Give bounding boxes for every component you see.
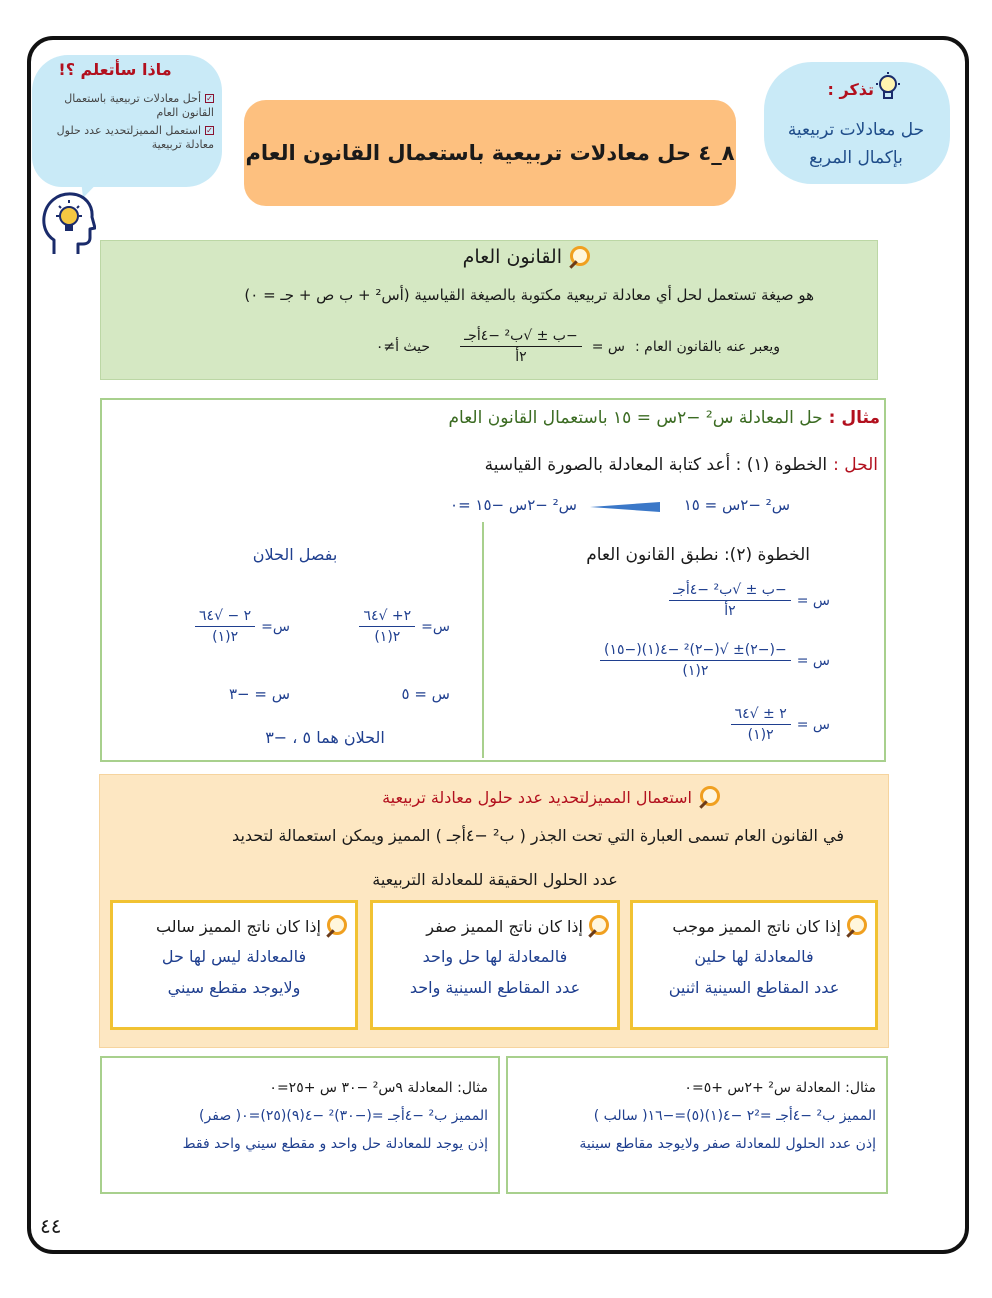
learn-item: ✓استعمل المميزلتحديد عدد حلول معادلة تربيعية bbox=[56, 124, 214, 151]
magnifier-icon bbox=[568, 246, 590, 268]
discriminant-heading: استعمال المميزلتحديد عدد حلول معادلة تربيعية bbox=[300, 786, 720, 808]
case-card-positive: إذا كان ناتج المميز موجب فالمعادلة لها حلين عدد المقاطع السينية اثنين bbox=[630, 900, 878, 1030]
title-banner bbox=[244, 100, 736, 206]
formula-fraction: $\frac{\text{−ب ± √ب² −٤أجـ}}{\text{٢أ}}$ bbox=[460, 326, 582, 367]
head-lightbulb-icon bbox=[40, 190, 96, 258]
general-law-description: هو صيغة تستعمل لحل أي معادلة تربيعية مكتوبة بالصيغة القياسية (أس² + ب ص + جـ = ٠) bbox=[244, 286, 814, 304]
magnifier-icon bbox=[587, 915, 609, 937]
case-card-negative: إذا كان ناتج المميز سالب فالمعادلة ليس لها حل ولايوجد مقطع سيني bbox=[110, 900, 358, 1030]
discriminant-line2: عدد الحلول الحقيقة للمعادلة التربيعية bbox=[372, 870, 618, 889]
magnifier-icon bbox=[698, 786, 720, 808]
lightbulb-icon bbox=[874, 72, 902, 104]
solutions-conclusion: الحلان هما ٥ ، −٣ bbox=[265, 728, 385, 747]
bottom-example-1: مثال: المعادلة س² +٢س +٥=٠ المميز ب² −٤أجـ =٢² −٤(١)(٥)=−١٦( سالب ) إذن عدد الحلول للمعادلة صفر ولايوجد مقاطع سينية bbox=[506, 1056, 888, 1194]
general-law-heading: القانون العام bbox=[380, 246, 590, 268]
page-number: ٤٤ bbox=[40, 1214, 62, 1238]
learn-item: ✓أحل معادلات تربيعية باستعمال القانون العام bbox=[64, 92, 214, 119]
learn-list bbox=[36, 92, 214, 152]
general-law-formula: ويعبر عنه بالقانون العام : س = $\frac{\text{−ب ± √ب² −٤أجـ}}{\text{٢أ}}$ حيث أ≠٠ bbox=[375, 328, 780, 365]
step2-formula-1: س = $\frac{\text{−ب ± √ب² −٤أجـ}}{\text{٢أ}}$ bbox=[560, 580, 830, 621]
check-icon: ✓ bbox=[206, 94, 213, 103]
magnifier-icon bbox=[845, 915, 867, 937]
discriminant-line1: في القانون العام تسمى العبارة التي تحت الجذر ( ب² −٤أجـ ) المميز ويمكن استعمالة لتحديد bbox=[232, 826, 844, 845]
step2-title: الخطوة (٢): نطبق القانون العام bbox=[586, 545, 810, 565]
check-icon: ✓ bbox=[206, 126, 213, 135]
solution-2-formula: س= $\frac{٢ - √٦٤}{٢(١)}$ bbox=[140, 606, 290, 647]
solution-1-formula: س= $\frac{٢+ √٦٤}{٢(١)}$ bbox=[300, 606, 450, 647]
solution-step1: الحل : الخطوة (١) : أعد كتابة المعادلة بالصورة القياسية bbox=[484, 455, 878, 475]
solution-2-result: س = −٣ bbox=[228, 685, 290, 703]
case-card-zero: إذا كان ناتج المميز صفر فالمعادلة لها حل واحد عدد المقاطع السينية واحد bbox=[370, 900, 620, 1030]
magnifier-icon bbox=[325, 915, 347, 937]
remember-text: حل معادلات تربيعية بإكمال المربع bbox=[787, 120, 925, 168]
step2-formula-2: س = $\frac{\text{−(−٢)± √(−٢)² −٤(١)(−١٥)}}{٢(١)}$ bbox=[510, 640, 830, 681]
separate-title: بفصل الحلان bbox=[252, 545, 338, 564]
bottom-example-2: مثال: المعادلة ٩س² −٣٠ س +٢٥=٠ المميز ب² −٤أجـ =(−٣٠)² −٤(٩)(٢٥)=٠( صفر) إذن يوجد للمعادلة حل واحد و مقطع سيني واحد فقط bbox=[100, 1056, 500, 1194]
step2-formula-3: س = $\frac{٢ \pm √٦٤}{٢(١)}$ bbox=[660, 704, 830, 745]
solution-1-result: س = ٥ bbox=[401, 685, 450, 703]
page-title: ٨_٤ حل معادلات تربيعية باستعمال القانون العام bbox=[245, 141, 735, 165]
learn-title: ماذا سأتعلم ؟! bbox=[58, 60, 172, 79]
standard-form-row: س² −٢س = ١٥ س² −٢س −١٥ =٠ bbox=[450, 496, 790, 514]
arrow-icon bbox=[590, 502, 660, 512]
example-statement: مثال : حل المعادلة س² −٢س = ١٥ باستعمال القانون العام bbox=[448, 408, 880, 428]
column-divider bbox=[482, 522, 484, 758]
remember-label: تذكر : bbox=[827, 80, 874, 99]
